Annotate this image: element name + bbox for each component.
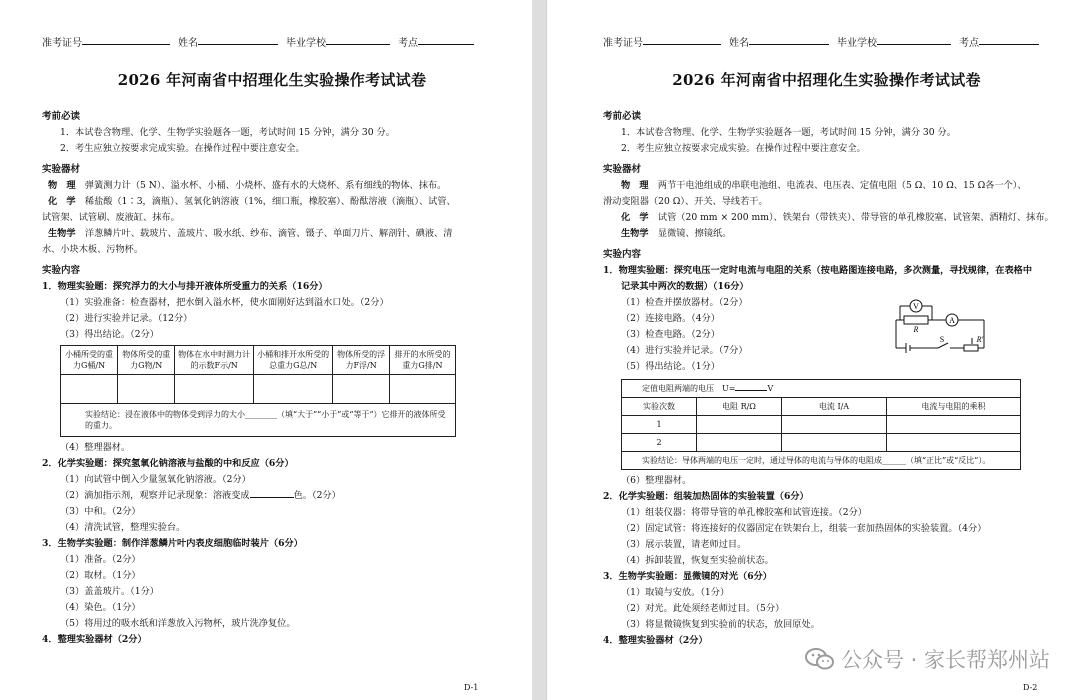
equip-label: 化 学 bbox=[621, 212, 649, 223]
equipment-line-cont: 滑动变阻器（20 Ω）、开关、导线若干。 bbox=[603, 196, 768, 207]
equipment-line-biology bbox=[603, 227, 1050, 240]
question-3-title: 3．生物学实验题：制作洋葱鳞片叶内表皮细胞临时装片（6分） bbox=[42, 538, 303, 549]
question-step: （3）中和。（2分） bbox=[60, 506, 141, 517]
equip-text: 显微镜、擦镜纸。 bbox=[657, 228, 732, 239]
question-2-title: 2．化学实验题：组装加热固体的实验装置（6分） bbox=[603, 491, 809, 502]
question-4-title: 4．整理实验器材（2分） bbox=[42, 634, 147, 645]
question-step: （1）向试管中倒入少量氢氧化钠溶液。（2分） bbox=[60, 474, 251, 485]
buoyancy-record-table bbox=[60, 345, 456, 437]
equip-label: 生物学 bbox=[48, 228, 76, 239]
table-header-cell: 电流 I/A bbox=[782, 398, 887, 416]
table-header-cell: 电阻 R/Ω bbox=[697, 398, 782, 416]
table-cell bbox=[782, 434, 887, 452]
field-label-name: 姓名 bbox=[729, 38, 749, 49]
equip-text: 弹簧测力计（5 N）、溢水杯、小桶、小烧杯、盛有水的大烧杯、系有细线的物体、抹布。 bbox=[84, 180, 447, 191]
exam-title: 2026 年河南省中招理化生实验操作考试试卷 bbox=[117, 71, 427, 89]
question-step-with-blank bbox=[42, 489, 502, 502]
equip-text: 试管（20 mm × 200 mm）、铁架台（带铁夹）、带导管的单孔橡胶塞、试管架、酒精灯、抹布。 bbox=[657, 212, 1054, 223]
step-text-tail: 色。（2分） bbox=[293, 490, 341, 501]
table-cell bbox=[697, 416, 782, 434]
question-2-title: 2．化学实验题：探究氢氧化钠溶液与盐酸的中和反应（6分） bbox=[42, 458, 294, 469]
table-cell bbox=[389, 375, 455, 404]
table-header-cell: 实验次数 bbox=[622, 398, 697, 416]
current-resistance-record-table bbox=[621, 379, 1021, 470]
table-header-cell: 小桶和排开水所受的总重力G总/N bbox=[254, 346, 333, 375]
content-heading: 实验内容 bbox=[603, 249, 642, 260]
table-cell bbox=[782, 416, 887, 434]
field-blank bbox=[877, 34, 951, 45]
table-header-row bbox=[61, 346, 456, 375]
table-cell bbox=[118, 375, 175, 404]
ammeter-label: A bbox=[949, 316, 955, 325]
field-label-exam-number: 准考证号 bbox=[42, 38, 82, 49]
question-step: （3）将显微镜恢复到实验前的状态，放回原处。 bbox=[621, 619, 820, 630]
step-text: （2）滴加指示剂，观察并记录现象：溶液变成 bbox=[60, 490, 250, 501]
question-1-title: 1．物理实验题：探究浮力的大小与排开液体所受重力的关系（16分） bbox=[42, 281, 328, 292]
candidate-info-header bbox=[603, 34, 1050, 49]
question-step: （5）将用过的吸水纸和洋葱放入污物杯，玻片洗净复位。 bbox=[60, 618, 296, 629]
watermark-text: 公众号 · 家长帮郑州站 bbox=[840, 648, 1050, 672]
question-step: （2）进行实验并记录。（12分） bbox=[60, 313, 193, 324]
equip-text: 洋葱鳞片叶、载玻片、盖玻片、吸水纸、纱布、滴管、镊子、单面刀片、解剖针、碘液、清 bbox=[84, 228, 453, 239]
table-header-cell: 电流与电阻的乘积 bbox=[887, 398, 1021, 416]
table-cell bbox=[175, 375, 254, 404]
notice-line: 2．考生应独立按要求完成实验。在操作过程中要注意安全。 bbox=[621, 143, 866, 154]
table-cell: 2 bbox=[622, 434, 697, 452]
question-1-title-cont: 记录其中两次的数据）（16分） bbox=[621, 281, 749, 292]
question-step: （2）对光。此处须经老师过目。（5分） bbox=[621, 603, 785, 614]
question-1-title: 1．物理实验题：探究电压一定时电流与电阻的关系（按电路图连接电路，多次测量，寻找规律，在表格中 bbox=[603, 265, 1033, 276]
question-step: （1）取镜与安放。（1分） bbox=[621, 587, 730, 598]
table-cell bbox=[333, 375, 390, 404]
question-3-title: 3．生物学实验题：显微镜的对光（6分） bbox=[603, 571, 772, 582]
table-conclusion-row bbox=[61, 404, 456, 437]
equip-label: 物 理 bbox=[621, 180, 649, 191]
voltage-label: 定值电阻两端的电压 U= bbox=[642, 384, 736, 393]
exam-page-2 bbox=[546, 0, 1080, 700]
table-row bbox=[61, 375, 456, 404]
content-heading: 实验内容 bbox=[42, 265, 81, 276]
question-step: （1）准备。（2分） bbox=[60, 554, 141, 565]
exam-page-1 bbox=[0, 0, 532, 700]
table-cell bbox=[887, 434, 1021, 452]
table-conclusion: 实验结论：浸在液体中的物体受到浮力的大小________（填“大于”“小于”或“等于”）它排开的液体所受的重力。 bbox=[61, 404, 456, 437]
table-conclusion-row bbox=[622, 452, 1021, 470]
table-row bbox=[622, 416, 1021, 434]
table-header-cell: 物体在水中时测力计的示数F示/N bbox=[175, 346, 254, 375]
question-step: （4）整理器材。 bbox=[60, 442, 131, 453]
page-gutter bbox=[532, 0, 546, 700]
question-step: （1）检查并摆放器材。（2分） bbox=[621, 297, 748, 308]
question-step: （5）得出结论。（1分） bbox=[621, 361, 720, 372]
equipment-line-cont: 水、小块木板、污物杯。 bbox=[42, 244, 144, 255]
table-header-cell: 物体所受的浮力F浮/N bbox=[333, 346, 390, 375]
field-label-exam-number: 准考证号 bbox=[603, 38, 643, 49]
table-row bbox=[622, 434, 1021, 452]
rheostat-label: R′ bbox=[976, 335, 984, 344]
question-step: （3）检查电路。（2分） bbox=[621, 329, 720, 340]
field-blank bbox=[418, 34, 474, 45]
question-step: （3）展示装置，请老师过目。 bbox=[621, 539, 747, 550]
page-number: D-2 bbox=[1023, 683, 1038, 692]
table-header-cell: 排开的水所受的重力G排/N bbox=[389, 346, 455, 375]
circuit-diagram bbox=[892, 298, 992, 356]
voltage-cell bbox=[622, 380, 1021, 398]
question-step: （4）进行实验并记录。（7分） bbox=[621, 345, 748, 356]
equip-label: 化 学 bbox=[48, 196, 76, 207]
question-step: （4）染色。（1分） bbox=[60, 602, 141, 613]
table-cell bbox=[887, 416, 1021, 434]
table-header-row bbox=[622, 398, 1021, 416]
wechat-icon bbox=[805, 647, 835, 671]
field-blank bbox=[979, 34, 1039, 45]
field-blank bbox=[198, 34, 278, 45]
table-header-cell: 物体所受的重力G物/N bbox=[118, 346, 175, 375]
equip-text: 两节干电池组成的串联电池组、电流表、电压表、定值电阻（5 Ω、10 Ω、15 Ω各一个）、 bbox=[657, 180, 1027, 191]
equipment-line-biology bbox=[42, 227, 502, 240]
candidate-info-header bbox=[42, 34, 502, 49]
field-label-name: 姓名 bbox=[178, 38, 198, 49]
question-step: （1）实验准备：检查器材，把水倒入溢水杯，使水面刚好达到溢水口处。（2分） bbox=[60, 297, 389, 308]
wechat-watermark bbox=[805, 644, 1050, 674]
notice-line: 2．考生应独立按要求完成实验。在操作过程中要注意安全。 bbox=[60, 143, 305, 154]
field-blank bbox=[326, 34, 390, 45]
equipment-line-cont: 试管架、试管刷、废液缸、抹布。 bbox=[42, 212, 180, 223]
exam-title: 2026 年河南省中招理化生实验操作考试试卷 bbox=[672, 71, 981, 89]
question-step: （6）整理器材。 bbox=[621, 475, 692, 486]
equip-label: 生物学 bbox=[621, 228, 649, 239]
field-label-venue: 考点 bbox=[398, 38, 418, 49]
notice-line: 1．本试卷含物理、化学、生物学实验题各一题，考试时间 15 分钟，满分 30 分。 bbox=[60, 127, 395, 138]
question-step: （3）盖盖玻片。（1分） bbox=[60, 586, 159, 597]
voltage-unit: V bbox=[767, 384, 774, 393]
equipment-line-physics bbox=[603, 179, 1050, 192]
notice-line: 1．本试卷含物理、化学、生物学实验题各一题，考试时间 15 分钟，满分 30 分。 bbox=[621, 127, 956, 138]
table-header-cell: 小桶所受的重力G桶/N bbox=[61, 346, 118, 375]
table-cell bbox=[61, 375, 118, 404]
question-step: （4）清洗试管，整理实验台。 bbox=[60, 522, 186, 533]
table-cell bbox=[697, 434, 782, 452]
question-step: （4）拆卸装置，恢复至实验前状态。 bbox=[621, 555, 774, 566]
equipment-heading: 实验器材 bbox=[603, 164, 642, 175]
equipment-line-physics bbox=[42, 179, 502, 192]
question-step: （2）取材。（1分） bbox=[60, 570, 141, 581]
equipment-line-chemistry bbox=[42, 195, 502, 208]
table-cell: 1 bbox=[622, 416, 697, 434]
question-step: （2）固定试管：将连接好的仪器固定在铁架台上，组装一套加热固体的实验装置。（4分） bbox=[621, 523, 987, 534]
notice-heading: 考前必读 bbox=[42, 111, 81, 122]
equip-label: 物 理 bbox=[48, 180, 76, 191]
fill-blank bbox=[250, 497, 294, 498]
resistor-label: R bbox=[913, 325, 919, 334]
equipment-line-chemistry bbox=[603, 211, 1054, 224]
voltmeter-label: V bbox=[913, 302, 919, 311]
switch-label: S bbox=[939, 335, 945, 344]
question-step: （1）组装仪器：将带导管的单孔橡胶塞和试管连接。（2分） bbox=[621, 507, 867, 518]
notice-heading: 考前必读 bbox=[603, 111, 642, 122]
field-label-school: 毕业学校 bbox=[837, 38, 877, 49]
page-number: D-1 bbox=[464, 683, 479, 692]
field-blank bbox=[643, 34, 721, 45]
table-cell bbox=[254, 375, 333, 404]
fill-blank bbox=[735, 390, 767, 391]
equip-text: 稀盐酸（1∶3，滴瓶）、氢氧化钠溶液（1%，细口瓶，橡胶塞）、酚酞溶液（滴瓶）、试管、 bbox=[84, 196, 456, 207]
question-step: （3）得出结论。（2分） bbox=[60, 329, 159, 340]
question-4-title: 4．整理实验器材（2分） bbox=[603, 635, 708, 646]
field-label-venue: 考点 bbox=[959, 38, 979, 49]
table-conclusion: 实验结论：导体两端的电压一定时，通过导体的电流与导体的电阻成______（填“正比”或“反比”）。 bbox=[622, 452, 1021, 470]
question-step: （2）连接电路。（4分） bbox=[621, 313, 720, 324]
field-blank bbox=[82, 34, 170, 45]
field-blank bbox=[749, 34, 829, 45]
table-voltage-row bbox=[622, 380, 1021, 398]
field-label-school: 毕业学校 bbox=[286, 38, 326, 49]
equipment-heading: 实验器材 bbox=[42, 164, 81, 175]
